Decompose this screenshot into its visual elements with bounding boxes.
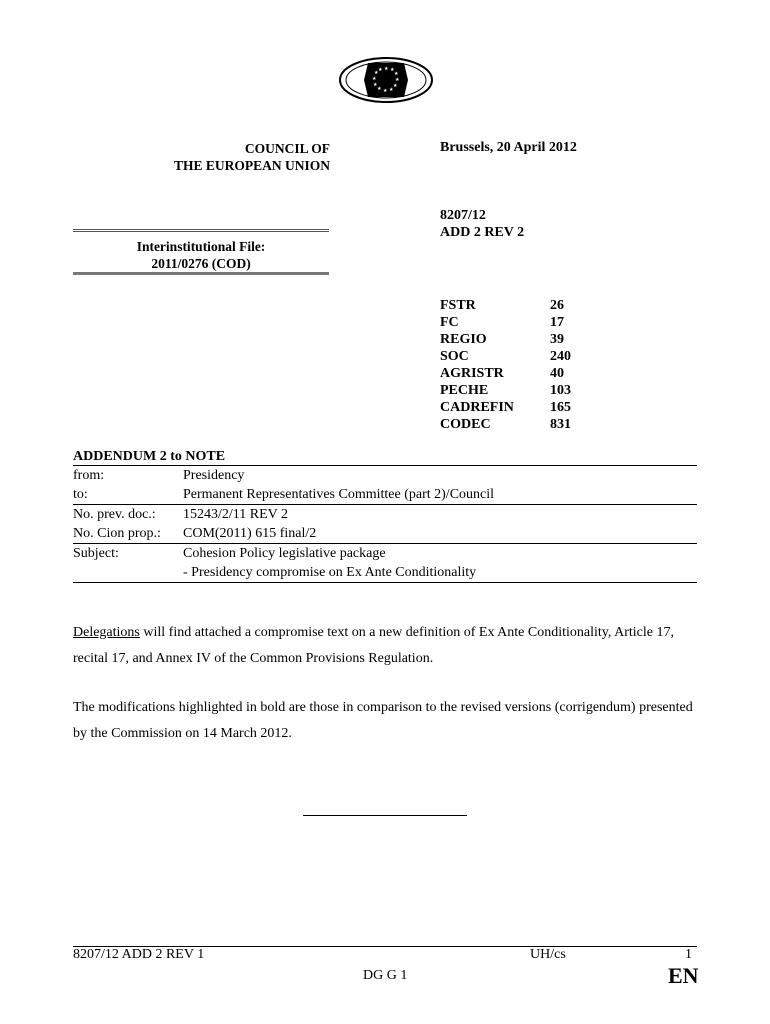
footer-reference: 8207/12 ADD 2 REV 1 (73, 947, 205, 962)
from-value: Presidency (183, 468, 245, 483)
svg-text:★: ★ (377, 86, 382, 92)
code-label: FC (440, 315, 459, 330)
footer-language: EN (668, 963, 699, 988)
document-number (440, 207, 524, 241)
doc-number: 8207/12 (440, 208, 486, 223)
paragraph-1-text: will find attached a compromise text on a new definition of Ex Ante Conditionality, Article 17, recital 17, and Annex IV of the Common Provisions Regulation. (73, 625, 674, 666)
code-row (440, 382, 571, 399)
document-date: Brussels, 20 April 2012 (440, 140, 577, 155)
code-row (440, 297, 571, 314)
addendum-title: ADDENDUM 2 to NOTE (73, 449, 226, 464)
council-line-1: COUNCIL OF (244, 141, 330, 156)
code-label: PECHE (440, 383, 489, 398)
code-number: 40 (550, 366, 564, 381)
cion-prop-value: COM(2011) 615 final/2 (183, 526, 317, 541)
body-paragraph-1 (73, 620, 698, 672)
metadata-group-subject (73, 544, 697, 582)
prev-doc-label: No. prev. doc.: (73, 507, 156, 522)
code-number: 165 (550, 400, 571, 415)
interinstitutional-file-box (73, 229, 329, 275)
code-row (440, 348, 571, 365)
svg-text:★: ★ (378, 67, 383, 73)
code-number: 103 (550, 383, 571, 398)
code-number: 17 (550, 315, 564, 330)
to-label: to: (73, 487, 88, 502)
footer-dg: DG G 1 (363, 968, 408, 983)
code-number: 39 (550, 332, 564, 347)
code-label: SOC (440, 349, 469, 364)
svg-text:★: ★ (384, 66, 389, 72)
file-number: 2011/0276 (COD) (151, 256, 251, 271)
code-row (440, 399, 571, 416)
code-label: CADREFIN (440, 400, 514, 415)
from-label: from: (73, 468, 105, 483)
delegations-underlined: Delegations (73, 625, 140, 640)
end-divider (303, 815, 467, 816)
body-paragraph-2: The modifications highlighted in bold are those in comparison to the revised versions (corrigendum) presented by the Commission on 14 March 2012. (73, 700, 693, 741)
code-number: 831 (550, 417, 571, 432)
code-number: 240 (550, 349, 571, 364)
svg-text:★: ★ (373, 82, 378, 88)
eu-council-logo (338, 55, 434, 105)
code-label: AGRISTR (440, 366, 504, 381)
metadata-group-sender (73, 466, 697, 505)
code-row (440, 365, 571, 382)
doc-suffix: ADD 2 REV 2 (440, 225, 525, 240)
footer-page-number: 1 (685, 947, 692, 962)
svg-text:★: ★ (395, 77, 400, 83)
subject-label: Subject: (73, 546, 119, 561)
classification-codes (440, 297, 571, 433)
footer-initials: UH/cs (530, 947, 566, 962)
code-label: FSTR (440, 298, 476, 313)
to-value: Permanent Representatives Committee (part 2)/Council (183, 487, 495, 502)
council-line-2: THE EUROPEAN UNION (173, 158, 330, 173)
prev-doc-value: 15243/2/11 REV 2 (183, 507, 289, 522)
metadata-group-refs (73, 505, 697, 544)
code-row (440, 314, 571, 331)
svg-text:★: ★ (383, 88, 388, 94)
cion-prop-label: No. Cion prop.: (73, 526, 161, 541)
code-label: REGIO (440, 332, 487, 347)
svg-text:★: ★ (389, 87, 394, 93)
svg-text:★: ★ (393, 83, 398, 89)
svg-text:★: ★ (372, 76, 377, 82)
subject-line-1: Cohesion Policy legislative package (183, 546, 386, 561)
code-label: CODEC (440, 417, 491, 432)
svg-text:★: ★ (374, 70, 379, 76)
code-row (440, 331, 571, 348)
council-name (100, 140, 330, 174)
note-metadata (73, 465, 697, 583)
svg-text:★: ★ (390, 67, 395, 73)
code-number: 26 (550, 298, 564, 313)
code-row (440, 416, 571, 433)
svg-text:★: ★ (394, 71, 399, 77)
file-label: Interinstitutional File: (136, 239, 266, 254)
subject-line-2: - Presidency compromise on Ex Ante Conditionality (183, 565, 477, 580)
